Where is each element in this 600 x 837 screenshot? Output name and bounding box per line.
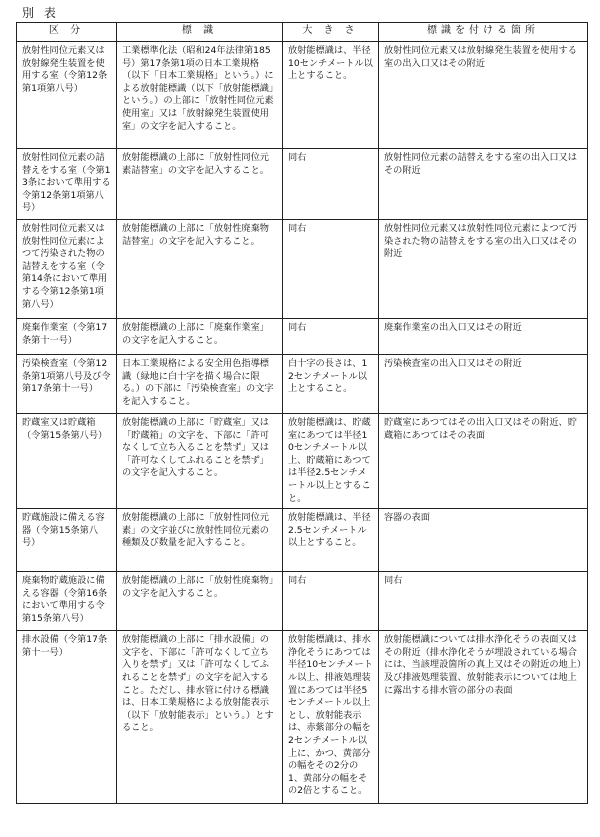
size-cell: 放射能標識は、半径2.5センチメートル以上とすること。 xyxy=(283,509,379,572)
category-cell: 排水設備（令第17条第十一号） xyxy=(17,631,117,804)
size-cell: 同右 xyxy=(283,319,379,355)
size-cell: 同右 xyxy=(283,220,379,319)
column-header-location: 標識を付ける箇所 xyxy=(379,23,588,42)
table-row xyxy=(17,149,588,220)
table-row xyxy=(17,509,588,572)
size-cell: 同右 xyxy=(283,572,379,631)
category-cell: 放射性同位元素又は放射性同位元素によつて汚染された物の詰替えをする室（令第14条において準用する令第12条第1項第八号） xyxy=(17,220,117,319)
sign-cell: 放射能標識の上部に「放射性廃棄物詰替室」の文字を記入すること。 xyxy=(117,220,283,319)
sign-cell: 放射能標識の上部に「放射性同位元素」の文字並びに放射性同位元素の種類及び数量を記入すること。 xyxy=(117,509,283,572)
category-cell: 放射性同位元素の詰替えをする室（令第13条において準用する令第12条第1項第八号） xyxy=(17,149,117,220)
category-cell: 放射性同位元素又は放射線発生装置を使用する室（令第12条第1項第八号） xyxy=(17,42,117,149)
category-cell: 貯蔵施設に備える容器（令第15条第八号） xyxy=(17,509,117,572)
location-cell: 廃棄作業室の出入口又はその附近 xyxy=(379,319,588,355)
table-row xyxy=(17,319,588,355)
location-cell: 容器の表面 xyxy=(379,509,588,572)
size-cell: 放射能標識は、排水浄化そうにあつては半径10センチメートル以上、排液処理装置にあつては半径5センチメートル以上とし、放射能表示は、赤紫部分の幅を2センチメートル以上に、かつ、黄部分の幅をその2分の1、黄部分の幅をその2倍とすること。 xyxy=(283,631,379,804)
column-header-sign: 標 識 xyxy=(117,23,283,42)
size-cell: 放射能標識は、貯蔵室にあつては半径10センチメートル以上、貯蔵箱にあつては半径2.5センチメートル以上とすること。 xyxy=(283,414,379,509)
size-cell: 同右 xyxy=(283,149,379,220)
location-cell: 放射性同位元素又は放射線発生装置を使用する室の出入口又はその附近 xyxy=(379,42,588,149)
sign-cell: 放射能標識の上部に「貯蔵室」又は「貯蔵箱」の文字を、下部に「許可なくして立ち入ることを禁ず」又は「許可なくしてふれることを禁ず」の文字を記入すること。 xyxy=(117,414,283,509)
sign-cell: 放射能標識の上部に「排水設備」の文字を、下部に「許可なくして立ち入りを禁ず」又は「許可なくしてふれることを禁ず」の文字を記入すること。ただし、排水管に付ける標識は、日本工業規格による放射能表示（以下「放射能表示」という。）とすること。 xyxy=(117,631,283,804)
signage-table xyxy=(16,22,588,804)
sign-cell: 日本工業規格による安全用色指導標識（緑地に白十字を描く場合に限る。）の下部に「汚染検査室」の文字を記入すること。 xyxy=(117,355,283,414)
location-cell: 放射性同位元素又は放射性同位元素によつて汚染された物の詰替えをする室の出入口又はその附近 xyxy=(379,220,588,319)
size-cell: 白十字の長さは、12センチメートル以上とすること。 xyxy=(283,355,379,414)
column-header-category: 区 分 xyxy=(17,23,117,42)
location-cell: 貯蔵室にあつてはその出入口又はその附近、貯蔵箱にあつてはその表面 xyxy=(379,414,588,509)
size-cell: 放射能標識は、半径10センチメートル以上とすること。 xyxy=(283,42,379,149)
category-cell: 貯蔵室又は貯蔵箱（令第15条第八号） xyxy=(17,414,117,509)
sign-cell: 工業標準化法（昭和24年法律第185号）第17条第1項の日本工業規格（以下「日本工業規格」という。）による放射能標識（以下「放射能標識」という。）の上部に「放射性同位元素使用室」又は「放射線発生装置使用室」の文字を記入すること。 xyxy=(117,42,283,149)
column-header-size: 大 き さ xyxy=(283,23,379,42)
table-row xyxy=(17,414,588,509)
category-cell: 廃棄物貯蔵施設に備える容器（令第16条において準用する令第15条第八号） xyxy=(17,572,117,631)
table-row xyxy=(17,572,588,631)
location-cell: 放射能標識については排水浄化そうの表面又はその附近（排水浄化そうが埋設されている場合には、当該埋設箇所の真上又はその附近の地上）及び排液処理装置、放射能表示については地上に露出する排水管の部分の表面 xyxy=(379,631,588,804)
category-cell: 廃棄作業室（令第17条第十一号） xyxy=(17,319,117,355)
sign-cell: 放射能標識の上部に「放射性同位元素詰替室」の文字を記入すること。 xyxy=(117,149,283,220)
table-row xyxy=(17,220,588,319)
sign-cell: 放射能標識の上部に「廃棄作業室」の文字を記入すること。 xyxy=(117,319,283,355)
location-cell: 同右 xyxy=(379,572,588,631)
location-cell: 放射性同位元素の詰替えをする室の出入口又はその附近 xyxy=(379,149,588,220)
category-cell: 汚染検査室（令第12条第1項第八号及び令第17条第十一号） xyxy=(17,355,117,414)
table-row xyxy=(17,631,588,804)
sign-cell: 放射能標識の上部に「放射性廃棄物」の文字を記入すること。 xyxy=(117,572,283,631)
table-row xyxy=(17,355,588,414)
table-row xyxy=(17,42,588,149)
page-heading: 別 表 xyxy=(22,6,59,20)
location-cell: 汚染検査室の出入口又はその附近 xyxy=(379,355,588,414)
table-header-row xyxy=(17,23,588,42)
